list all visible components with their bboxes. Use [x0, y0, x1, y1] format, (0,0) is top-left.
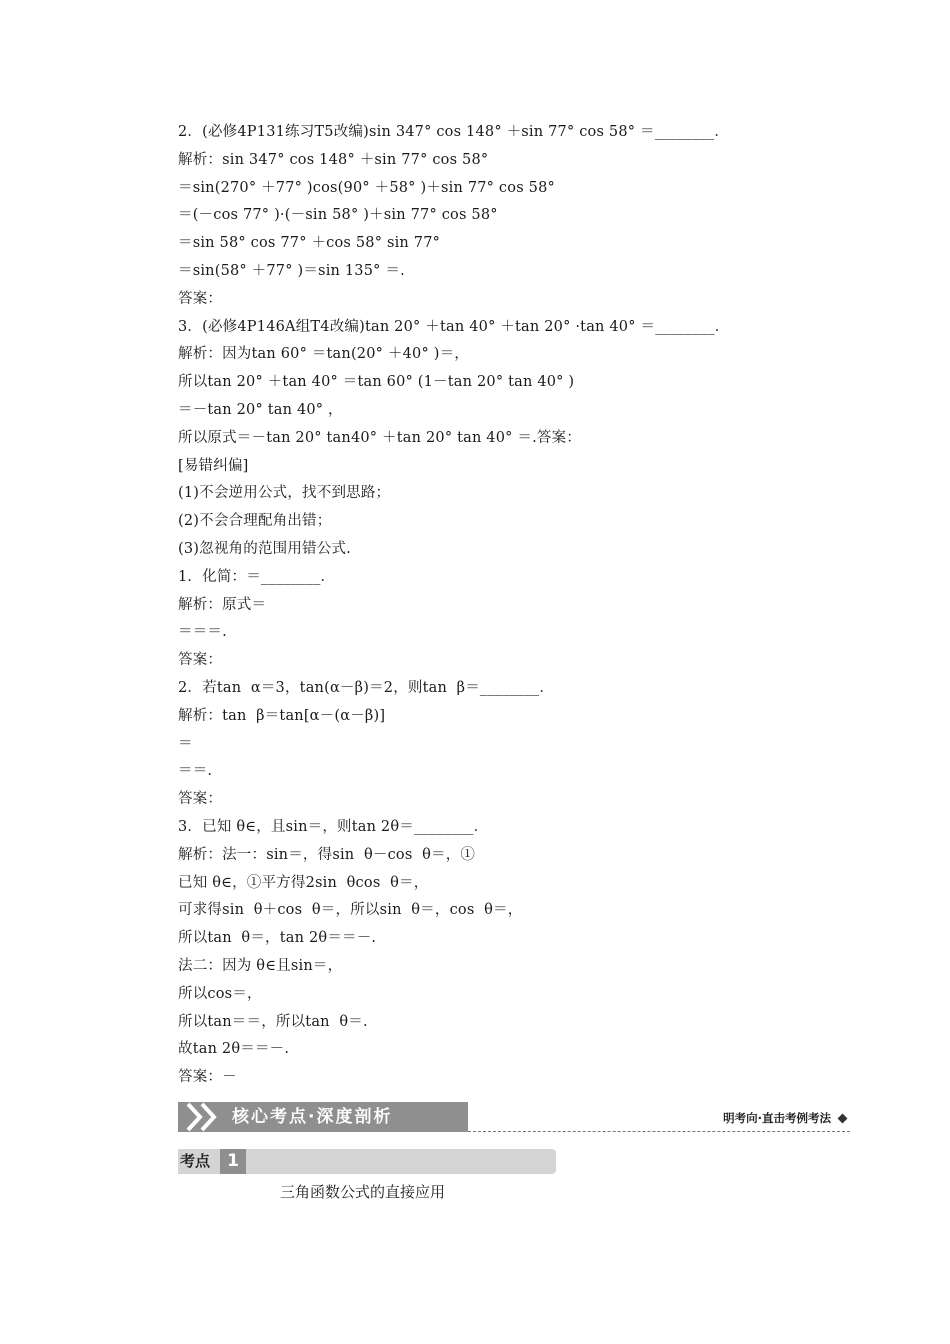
kaodian-label: 考点: [180, 1152, 211, 1170]
banner-title: 核心考点·深度剖析: [232, 1107, 393, 1127]
text-line: 解析：sin 347° cos 148° ＋sin 77° cos 58°: [178, 151, 489, 168]
text-line: 已知 θ∈，①平方得2sin θcos θ＝，: [178, 874, 429, 891]
text-line: 答案：: [178, 791, 223, 808]
text-line: 可求得sin θ＋cos θ＝，所以sin θ＝，cos θ＝，: [178, 902, 523, 919]
text-line: 法二：因为 θ∈且sin＝，: [178, 957, 343, 974]
text-line: 解析：法一：sin＝，得sin θ－cos θ＝，①: [178, 846, 476, 863]
text-line: 解析：因为tan 60° ＝tan(20° ＋40° )＝，: [178, 346, 469, 363]
section-title: 三角函数公式的直接应用: [280, 1183, 446, 1201]
text-line: 3．(必修4P146A组T4改编)tan 20° ＋tan 40° ＋tan 20° ·tan 40° ＝________．: [178, 318, 730, 335]
text-line: 2．(必修4P131练习T5改编)sin 347° cos 148° ＋sin 77° cos 58° ＝________．: [178, 124, 730, 140]
text-line: ＝－tan 20° tan 40° ，: [178, 401, 343, 418]
text-line: ＝＝.: [178, 763, 213, 780]
text-line: ＝sin 58° cos 77° ＋cos 58° sin 77°: [178, 235, 441, 252]
text-line: 所以tan θ＝，tan 2θ＝＝－.: [178, 930, 377, 947]
text-line: (3)忽视角的范围用错公式.: [178, 540, 351, 557]
text-line: 解析：原式＝: [178, 596, 267, 613]
text-line: [易错纠偏]: [178, 457, 249, 474]
text-line: ＝＝＝.: [178, 624, 227, 641]
kaodian-header: [178, 1149, 556, 1174]
text-line: ＝: [178, 735, 193, 752]
kaodian-number: 1: [220, 1149, 246, 1174]
text-line: 答案：－: [178, 1069, 237, 1086]
text-line: 所以tan 20° ＋tan 40° ＝tan 60° (1－tan 20° tan 40° ): [178, 374, 575, 391]
text-line: 所以原式＝－tan 20° tan40° ＋tan 20° tan 40° ＝.答案：: [178, 429, 582, 446]
text-line: 答案：: [178, 652, 223, 669]
double-chevron-icon: [184, 1102, 224, 1132]
text-line: 故tan 2θ＝＝－.: [178, 1041, 290, 1058]
text-line: (1)不会逆用公式，找不到思路；: [178, 485, 391, 502]
text-line: ＝sin(270° ＋77° )cos(90° ＋58° )＋sin 77° cos 58°: [178, 179, 555, 196]
section-banner: [178, 1100, 850, 1136]
text-line: ＝sin(58° ＋77° )＝sin 135° ＝.: [178, 262, 405, 279]
text-line: 所以cos＝，: [178, 985, 262, 1002]
text-line: 1．化简：＝________．: [178, 568, 336, 585]
text-line: 3．已知 θ∈，且sin＝，则tan 2θ＝________．: [178, 818, 489, 835]
text-line: 答案：: [178, 290, 223, 307]
banner-divider: [468, 1131, 850, 1132]
banner-subtitle: 明考向·直击考例考法: [723, 1110, 846, 1126]
text-line: ＝(－cos 77° )·(－sin 58° )＋sin 77° cos 58°: [178, 207, 498, 224]
document-body: [178, 119, 858, 1092]
text-line: (2)不会合理配角出错；: [178, 513, 332, 530]
text-line: 所以tan＝＝，所以tan θ＝.: [178, 1013, 368, 1030]
text-line: 2．若tan α＝3，tan(α－β)＝2，则tan β＝________．: [178, 679, 555, 696]
diamond-icon: [838, 1114, 848, 1124]
text-line: 解析：tan β＝tan[α－(α－β)]: [178, 707, 386, 724]
